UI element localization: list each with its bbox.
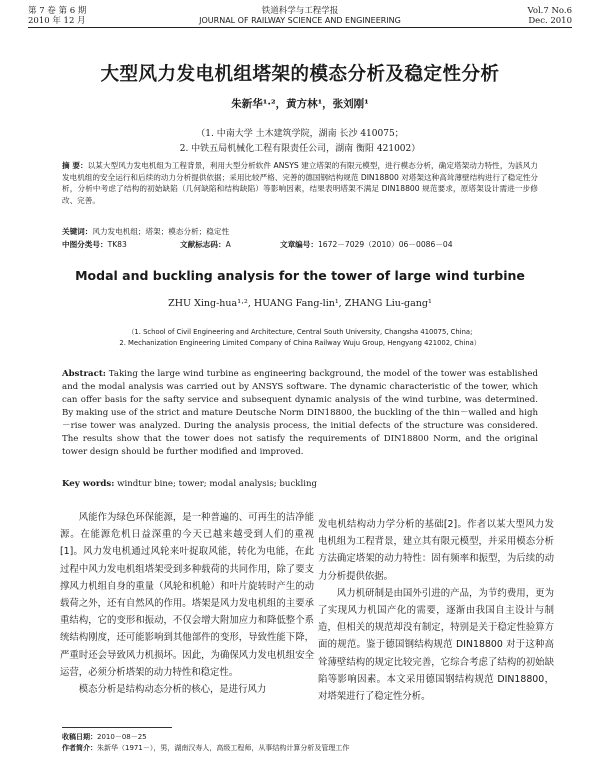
header-date-cn: 2010 年 12 月 (28, 16, 86, 26)
abstract-cn-text: 以某大型风力发电机组为工程背景，利用大型分析软件 ANSYS 建立塔架的有限元模型，进行模态分析，确定塔架动力特性，为該风力发电机组的安全运行和后续的动力分析提供依据；采用比较严格、完善的德国钢结构规范 DIN18800 对塔架这种高耸薄壁结构进行了稳定性分析，分析中考虑了结构的初始缺陷（几何缺陷和结构缺陷）等影响因素，结果表明塔架不满足 DIN18800 规范要求，原塔架设计需进一步修改、完善。 (62, 161, 538, 205)
abstract-en-label: Abstract: (62, 369, 106, 379)
paper-title-en: Modal and buckling analysis for the tower of large wind turbine (75, 268, 525, 283)
affiliations-cn (0, 127, 600, 157)
footnote-rule (62, 727, 172, 728)
running-header (28, 6, 572, 28)
affiliation-cn-1: （1. 中南大学 土木建筑学院，湖南 长沙 410075； (196, 129, 404, 139)
affiliations-en (0, 327, 600, 349)
journal-name-en: JOURNAL OF RAILWAY SCIENCE AND ENGINEERING (199, 16, 401, 25)
received-value: 2010－08－25 (97, 733, 147, 741)
abstract-en (62, 368, 538, 459)
footnote (62, 732, 538, 754)
doc-code-value: A (225, 240, 231, 249)
paper-title-cn: 大型风力发电机组塔架的模态分析及稳定性分析 (100, 64, 500, 85)
article-number-value: 1672－7029（2010）06－0086－04 (317, 240, 453, 249)
header-date-en: Dec. 2010 (528, 16, 572, 26)
keywords-cn (62, 226, 538, 237)
keywords-en-text: windtur bine; tower; modal analysis; buckling (117, 479, 318, 489)
clc-number (62, 239, 127, 250)
body-column-right (318, 516, 554, 705)
journal-name-cn: 铁道科学与工程学报 (261, 6, 339, 16)
body-paragraph: 模态分析是结构动态分析的核心，是进行风力 (78, 684, 267, 696)
clc-value: TK83 (107, 240, 127, 249)
body-column-left (60, 509, 314, 698)
abstract-cn (62, 160, 538, 206)
body-paragraph: 风能作为绿色环保能源，是一种普遍的、可再生的洁净能源。在能源危机日益深重的今天已越来越受到人们的重视[1]。风力发电机通过风轮来叶捉取风能，转化为电能，在此过程中风力发电机组塔架受到多种载荷的共同作用，除了要支撑风力机组自身的重量（风轮和机舱）和叶片旋转时产生的动载荷之外，还有自然风的作用。塔架是风力发电机组的主要承重结构，它的变形和振动，不仅会增大附加应力和降低整个系统结构刚度，还可能影响到其他部件的变形，导致性能下降，严重时还会导致风力机损坏。因此，为确保风力发电机组安全运营，必须分析塔架的动力特性和稳定性。 (60, 512, 314, 678)
document-code (180, 239, 231, 250)
authors-en: ZHU Xing-hua¹·², HUANG Fang-lin¹, ZHANG Liu-gang¹ (168, 298, 432, 309)
affiliation-en-2: 2. Mechanization Engineering Limited Company of China Railway Wuju Group, Hengyang 421002, China） (119, 339, 481, 347)
body-paragraph: 风力机研制是由国外引进的产品，为节约费用，更为了实现风力机国产化的需要，逐渐由我国自主设计与制造，但相关的规范却没有制定，特别是关于稳定性验算方面的规范。鉴于德国钢结构规范 DIN18800 对于这种高耸薄壁结构的规定比较完善，它综合考虑了结构的初始缺陷等影响因素。本文采用德国钢结构规范 DIN18800，对塔架进行了稳定性分析。 (318, 587, 554, 703)
article-number (280, 239, 453, 250)
keywords-en (62, 478, 538, 491)
header-volume-en (527, 6, 572, 26)
keywords-en-label: Key words: (62, 479, 115, 489)
keywords-cn-label: 关键词： (62, 227, 93, 236)
header-journal-name (28, 6, 572, 26)
received-label: 收稿日期： (62, 733, 97, 741)
affiliation-en-1: （1. School of Civil Engineering and Architecture, Central South University, Changsha 410075, China; (127, 328, 473, 336)
abstract-en-text: Taking the large wind turbine as engineering background, the model of the tower was established and the modal analysis was carried out by ANSYS software. The dynamic characteristic of the tower, which can offer basis for the safty service and subsequent dynamic analysis of the wind turbine, was determined. By making use of the strict and mature Deutsche Norm DIN18800, the buckling of the thin－walled and high－rise tower was analyzed. During the analysis process, the initial defects of the structure was considered. The results show that the tower does not satisfy the requirements of DIN18800 Norm, and the original tower design should be further modified and improved. (62, 369, 538, 457)
author-bio (62, 743, 538, 754)
header-vol-no: Vol.7 No.6 (527, 6, 572, 16)
header-volume-issue: 第 7 卷 第 6 期 (28, 6, 87, 16)
body-paragraph: 发电机结构动力学分析的基础[2]。作者以某大型风力发电机组为工程背景，建立其有限元模型，并采用模态分析方法确定塔架的动力特性：固有频率和振型，为后续的动力分析提供依据。 (318, 519, 554, 582)
authors-cn: 朱新华¹·²，黄方林¹，张刘刚¹ (231, 98, 369, 110)
author-bio-value: 朱新华（1971－），男，湖南汉寿人，高级工程师，从事结构计算分析及管理工作 (97, 744, 350, 752)
keywords-cn-text: 风力发电机组；塔架；模态分析；稳定性 (92, 227, 230, 236)
author-bio-label: 作者简介： (62, 744, 97, 752)
header-rule (28, 27, 572, 28)
doc-code-label: 文献标志码： (180, 240, 226, 249)
clc-label: 中图分类号： (62, 240, 108, 249)
affiliation-cn-2: 2. 中铁五局机械化工程有限责任公司，湖南 衡阳 421002） (179, 144, 421, 154)
article-number-label: 文章编号： (280, 240, 318, 249)
received-date (62, 732, 538, 743)
abstract-cn-label: 摘 要： (62, 161, 88, 170)
